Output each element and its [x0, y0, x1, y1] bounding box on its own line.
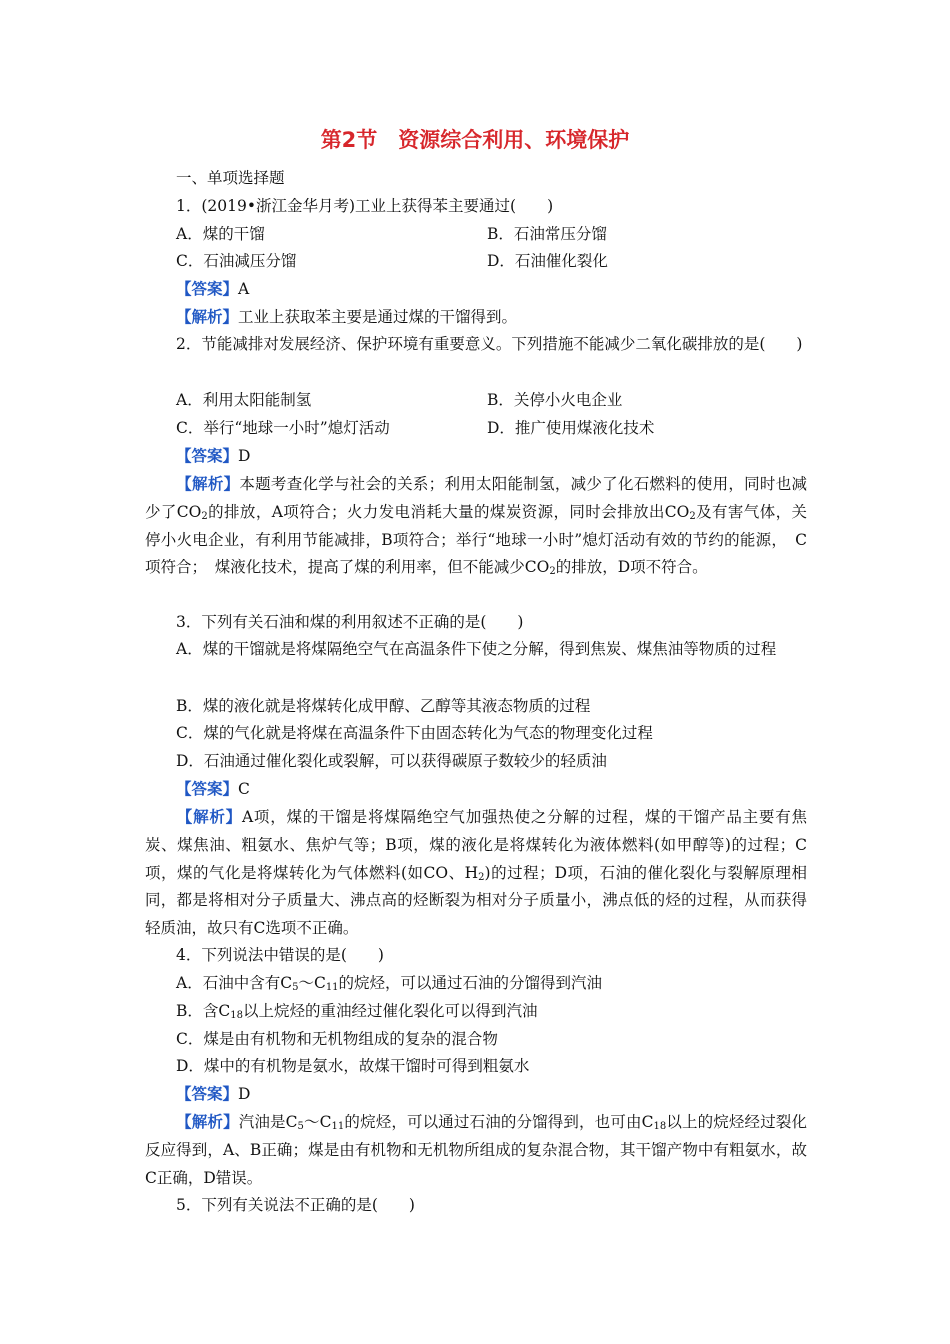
analysis-text: 汽油是C — [238, 1113, 298, 1131]
question-4-answer — [176, 1084, 250, 1104]
question-2-stem — [145, 331, 807, 359]
question-3-option-a — [145, 636, 807, 664]
question-3-option-b: B．煤的液化就是将煤转化成甲醇、乙醇等其液态物质的过程 — [176, 697, 591, 715]
question-4-option-c: C．煤是由有机物和无机物组成的复杂的混合物 — [176, 1030, 498, 1048]
option-text: A．石油中含有C — [176, 974, 293, 992]
subscript: 2 — [549, 566, 556, 578]
option-text: ～C — [298, 974, 326, 992]
analysis-text: ～C — [303, 1113, 332, 1131]
section-heading: 一、单项选择题 — [176, 169, 285, 187]
answer-value: C — [238, 780, 250, 798]
question-2-analysis — [145, 470, 807, 582]
answer-value: D — [238, 1085, 251, 1103]
answer-value: A — [238, 280, 250, 298]
question-1-stem: 1．(2019•浙江金华月考)工业上获得苯主要通过( ) — [176, 197, 554, 215]
option-text: 的烷烃，可以通过石油的分馏得到汽油 — [338, 974, 603, 992]
answer-tag: 【答案】 — [176, 1084, 239, 1103]
question-5-stem: 5．下列有关说法不正确的是( ) — [176, 1196, 415, 1214]
question-2-option-a: A．利用太阳能制氢 — [176, 391, 312, 409]
answer-value: D — [238, 447, 251, 465]
question-3-answer — [176, 779, 250, 799]
subscript: 2 — [689, 510, 696, 522]
answer-tag: 【答案】 — [176, 446, 239, 465]
analysis-text: 工业上获取苯主要是通过煤的干馏得到。 — [238, 308, 518, 326]
subscript: 11 — [325, 982, 339, 993]
question-4-option-a — [176, 973, 602, 993]
question-1-option-d: D．石油催化裂化 — [487, 252, 608, 270]
option-text: 以上烷烃的重油经过催化裂化可以得到汽油 — [243, 1002, 538, 1020]
analysis-tag: 【解析】 — [176, 474, 240, 493]
analysis-text: 的排放，A项符合；火力发电消耗大量的煤炭资源，同时会排放出CO — [207, 502, 690, 521]
question-2-answer — [176, 446, 250, 466]
question-1-option-c: C．石油减压分馏 — [176, 252, 297, 270]
analysis-tag: 【解析】 — [176, 807, 242, 826]
analysis-text: 本题考查化学与社会的关系；利用太阳能制氢，减少了化石燃料的使用，同时也减少了CO — [145, 475, 807, 521]
question-1-option-b: B．石油常压分馏 — [487, 225, 607, 243]
question-3-stem: 3．下列有关石油和煤的利用叙述不正确的是( ) — [176, 613, 524, 631]
subscript: 5 — [297, 1121, 304, 1132]
analysis-text: 的烷烃，可以通过石油的分馏得到，也可由C — [344, 1113, 654, 1131]
option-text: A．煤的干馏就是将煤隔绝空气在高温条件下使之分解，得到焦炭、煤焦油等物质的过程 — [176, 640, 777, 658]
subscript: 5 — [292, 982, 299, 993]
analysis-text: 以上的烷烃经过裂化反应得到，A、B正确；煤是由有机物和无机物所组成的复杂混合物，其干馏产物中有粗氨水，故C正确，D错误。 — [145, 1113, 807, 1187]
analysis-text: 及有害气体，关停小火电企业，有利用节能减排，B项符合；举行“地球一小时”熄灯活动有效的节约的能源， C项符合； 煤液化技术，提高了煤的利用率，但不能减少CO — [145, 502, 807, 577]
analysis-tag: 【解析】 — [176, 307, 239, 326]
question-3-analysis — [145, 803, 807, 943]
question-3-option-d: D．石油通过催化裂化或裂解，可以获得碳原子数较少的轻质油 — [176, 752, 607, 770]
question-4-option-b — [176, 1001, 538, 1021]
subscript: 18 — [653, 1121, 667, 1132]
stem-text: 2．节能减排对发展经济、保护环境有重要意义。下列措施不能减少二氧化碳排放的是( ) — [176, 335, 803, 353]
analysis-text: )的过程；D项，石油的催化裂化与裂解原理相同，都是将相对分子质量大、沸点高的烃断裂为相对分子质量小，沸点低的烃的过程，从而获得轻质油，故只有C选项不正确。 — [145, 863, 807, 938]
analysis-tag: 【解析】 — [176, 1112, 239, 1131]
question-1-answer — [176, 279, 249, 299]
question-4-option-d: D．煤中的有机物是氨水，故煤干馏时可得到粗氨水 — [176, 1057, 530, 1075]
analysis-text: A项，煤的干馏是将煤隔绝空气加强热使之分解的过程，煤的干馏产品主要有焦炭、煤焦油、粗氨水、焦炉气等；B项，煤的液化是将煤转化为液体燃料(如甲醇等)的过程；C项，煤的气化是将煤转化为气体燃料(如CO、H — [145, 808, 807, 882]
answer-tag: 【答案】 — [176, 279, 239, 298]
option-text: B．含C — [176, 1002, 231, 1020]
question-3-option-c: C．煤的气化就是将煤在高温条件下由固态转化为气态的物理变化过程 — [176, 724, 653, 742]
analysis-text: 的排放，D项不符合。 — [555, 558, 708, 577]
answer-tag: 【答案】 — [176, 779, 239, 798]
question-1-option-a: A．煤的干馏 — [176, 225, 265, 243]
subscript: 2 — [478, 871, 485, 883]
subscript: 2 — [201, 510, 208, 522]
subscript: 18 — [230, 1010, 243, 1021]
subscript: 11 — [331, 1121, 345, 1132]
question-2-option-c: C．举行“地球一小时”熄灯活动 — [176, 419, 390, 437]
question-4-stem: 4．下列说法中错误的是( ) — [176, 946, 384, 964]
question-4-analysis — [145, 1108, 807, 1192]
page-title: 第2节 资源综合利用、环境保护 — [320, 128, 630, 152]
question-2-option-d: D．推广使用煤液化技术 — [487, 419, 655, 437]
question-1-analysis — [176, 307, 517, 327]
question-2-option-b: B．关停小火电企业 — [487, 391, 623, 409]
